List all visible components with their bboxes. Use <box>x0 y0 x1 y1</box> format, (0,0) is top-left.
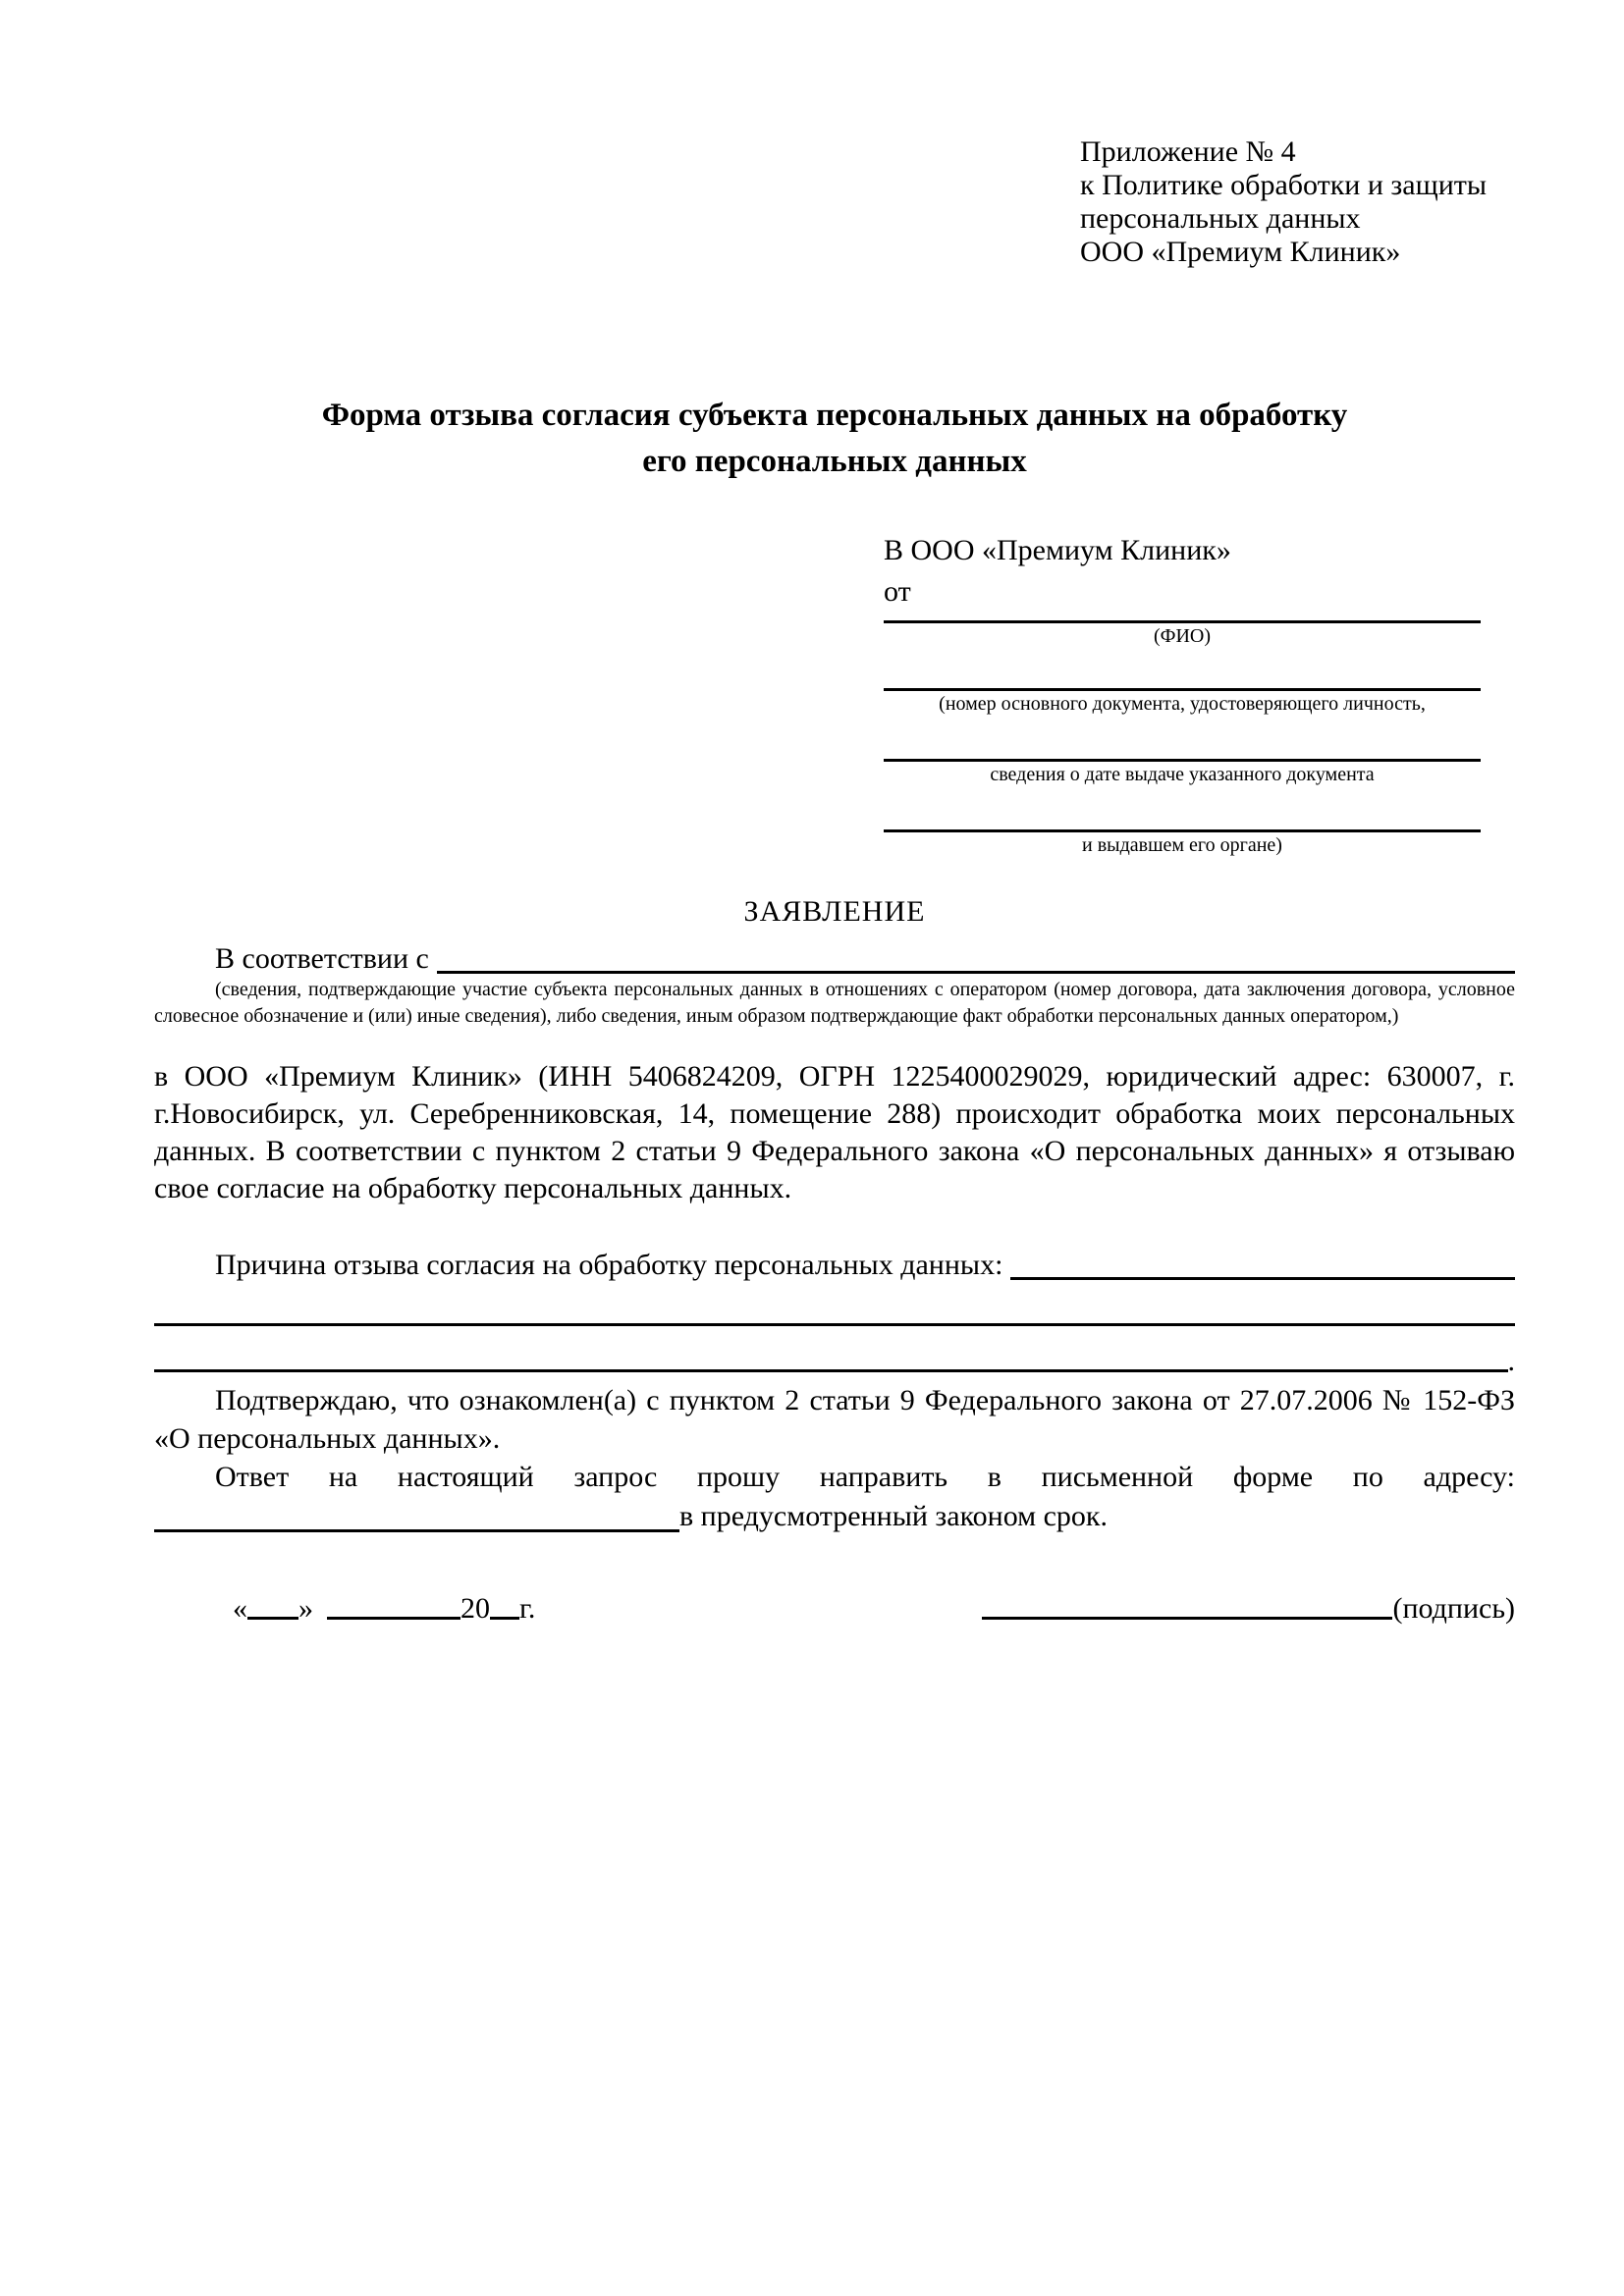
date-blank-group <box>233 1586 535 1631</box>
document-title-line: Форма отзыва согласия субъекта персональных данных на обработку <box>321 398 1348 433</box>
date-close-quote: » <box>298 1592 313 1625</box>
confirmation-paragraph: Подтверждаю, что ознакомлен(а) с пунктом 2 статьи 9 Федерального закона от 27.07.2006 № 152-ФЗ «О персональных данных». <box>154 1384 1515 1455</box>
issuer-field-caption: и выдавшем его органе) <box>1082 834 1282 856</box>
appendix-header <box>1080 135 1487 269</box>
footer-row <box>154 1586 1515 1631</box>
reason-label: Причина отзыва согласия на обработку персональных данных: <box>215 1249 1003 1281</box>
address-blank-line <box>154 1529 679 1532</box>
appendix-header-line: к Политике обработки и защиты <box>1080 169 1488 201</box>
year-prefix: 20 <box>460 1592 490 1625</box>
sentence-period: . <box>1507 1345 1515 1377</box>
intro-blank-line <box>437 971 1515 974</box>
document-title-line: его персональных данных <box>642 444 1027 479</box>
issuer-field-line <box>884 787 1481 832</box>
intro-prefix-text: В соответствии с <box>215 942 429 975</box>
year-suffix: г. <box>519 1592 536 1625</box>
response-request-paragraph: Ответ на настоящий запрос прошу направить в письменной форме по адресу: <box>215 1461 1515 1493</box>
appendix-header-line: ООО «Премиум Клиник» <box>1080 236 1401 268</box>
date-open-quote: « <box>233 1592 247 1625</box>
intro-row <box>154 938 1515 980</box>
day-blank-line <box>247 1613 298 1620</box>
statement-note: (сведения, подтверждающие участие субъекта персональных данных в отношениях с оператором (номер договора, дата заключения договора, условное словесное обозначение и (или) иные сведения), либо сведения, иным образом подтверждающие факт обработки персональных данных оператором,) <box>154 979 1515 1027</box>
issue-date-field-line <box>884 717 1481 762</box>
response-suffix-text: в предусмотренный законом срок. <box>679 1500 1108 1532</box>
addressee-from-label: от <box>884 575 911 608</box>
signature-group <box>982 1586 1515 1631</box>
document-title <box>154 393 1515 485</box>
id-doc-field-line <box>884 649 1481 691</box>
addressee-org: В ООО «Премиум Клиник» <box>884 534 1231 566</box>
response-address-row <box>154 1496 1515 1537</box>
id-doc-field-caption: (номер основного документа, удостоверяющего личность, <box>939 693 1426 715</box>
year-blank-line <box>490 1613 519 1620</box>
reason-blank-line-2 <box>154 1284 1515 1326</box>
reason-blank-row-3 <box>154 1331 1515 1378</box>
statement-heading: ЗАЯВЛЕНИЕ <box>743 895 926 928</box>
fio-field-caption: (ФИО) <box>1153 625 1211 647</box>
appendix-header-line: персональных данных <box>1080 202 1361 235</box>
issue-date-field-caption: сведения о дате выдаче указанного документа <box>990 764 1375 785</box>
signature-caption: (подпись) <box>1392 1592 1515 1625</box>
fio-field-line <box>884 613 1481 623</box>
reason-row <box>154 1245 1515 1286</box>
statement-body: в ООО «Премиум Клиник» (ИНН 5406824209, ОГРН 1225400029029, юридический адрес: 630007, г. г.Новосибирск, ул. Серебренниковская, 14, помещение 288) происходит обработка моих персональных данных. В соответствии с пунктом 2 статьи 9 Федерального закона «О персональных данных» я отзываю свое согласие на обработку персональных данных. <box>154 1060 1515 1204</box>
month-blank-line <box>327 1613 460 1620</box>
reason-blank-line <box>1010 1277 1515 1280</box>
addressee-block <box>884 530 1481 858</box>
signature-line <box>982 1613 1392 1620</box>
appendix-header-line: Приложение № 4 <box>1080 135 1296 168</box>
reason-blank-line-3 <box>154 1369 1508 1372</box>
